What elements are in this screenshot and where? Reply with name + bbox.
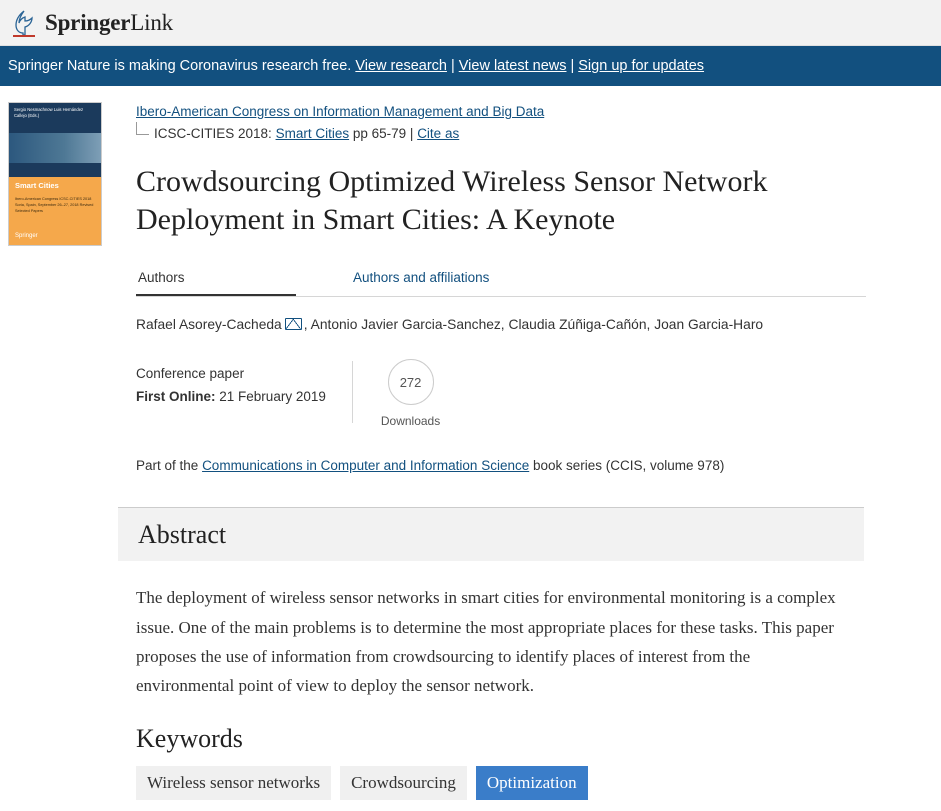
keyword-chip[interactable]: Wireless sensor networks: [136, 766, 331, 800]
breadcrumb-conference-label: ICSC-CITIES 2018:: [154, 125, 272, 141]
keyword-chip-highlighted[interactable]: Optimization: [476, 766, 588, 800]
part-of-suffix: book series (CCIS, volume 978): [533, 458, 725, 474]
abstract-heading: Abstract: [138, 519, 227, 549]
downloads-count: 272: [388, 359, 434, 405]
left-column: [0, 102, 136, 800]
first-online-label: First Online:: [136, 388, 216, 404]
breadcrumb-book-link[interactable]: Smart Cities: [275, 125, 350, 141]
cover-subtitle-text: Ibero-American Congress ICSC-CITIES 2018 Soria, Spain, September 26–27, 2018 Revised Selected Papers: [15, 197, 94, 214]
tab-authors[interactable]: Authors: [136, 264, 296, 296]
first-online-value: 21 February 2019: [219, 388, 326, 404]
author-first-name[interactable]: Rafael Asorey-Cacheda: [136, 316, 282, 332]
banner-text: Springer Nature is making Coronavirus research free.: [8, 58, 352, 74]
abstract-header-bar: [118, 507, 864, 561]
keywords-heading: Keywords: [136, 724, 243, 754]
page-title: Crowdsourcing Optimized Wireless Sensor Network Deployment in Smart Cities: A Keynote: [136, 164, 768, 237]
springer-tree-icon: [10, 8, 38, 38]
banner-separator-2: |: [570, 58, 575, 74]
book-cover-image[interactable]: [8, 102, 102, 246]
authors-list: [136, 315, 881, 336]
breadcrumb-congress-link[interactable]: Ibero-American Congress on Information Management and Big Data: [136, 104, 545, 119]
cover-publisher-name: Springer: [15, 233, 38, 239]
view-latest-news-link[interactable]: View latest news: [458, 58, 567, 74]
abstract-text: The deployment of wireless sensor networks in smart cities for environmental monitoring is a complex issue. One of the main problems is to determine the most appropriate places for these tasks. This paper proposes the use of information from crowdsourcing to identify places of interest from the environmental point of view to deploy the sensor network.: [136, 588, 836, 696]
paper-type: Conference paper: [136, 366, 245, 382]
keyword-chip[interactable]: Crowdsourcing: [340, 766, 467, 800]
logo-wordmark: [45, 10, 173, 36]
paper-meta-block: [136, 359, 881, 428]
part-of-prefix: Part of the: [136, 458, 199, 474]
site-header: [0, 0, 941, 46]
cite-as-link[interactable]: Cite as: [417, 125, 460, 141]
keywords-list: [136, 766, 881, 800]
breadcrumb-separator: |: [409, 125, 414, 141]
coronavirus-banner: [0, 46, 941, 86]
main-content: [136, 102, 941, 800]
breadcrumb-second-line: [136, 124, 881, 145]
logo-link: Link: [130, 9, 173, 35]
banner-separator-1: |: [450, 58, 455, 74]
sign-up-updates-link[interactable]: Sign up for updates: [578, 58, 705, 74]
downloads-metric: [353, 359, 440, 428]
book-series-link[interactable]: Communications in Computer and Information Science: [202, 458, 530, 474]
breadcrumb-tree-icon: [136, 122, 149, 135]
book-series-info: [136, 458, 881, 473]
logo-springer: Springer: [45, 9, 131, 35]
breadcrumb-pages: pp 65-79: [352, 125, 407, 141]
cover-series-title: Smart Cities: [15, 181, 59, 190]
breadcrumb: [136, 102, 881, 145]
downloads-label: Downloads: [380, 414, 441, 429]
paper-meta-text: [136, 359, 352, 408]
cover-skyline-band: [9, 133, 101, 163]
authors-rest: , Antonio Javier Garcia-Sanchez, Claudia Zúñiga-Cañón, Joan Garcia-Haro: [303, 316, 764, 332]
author-tabs: [136, 264, 866, 297]
first-online-row: [136, 386, 326, 408]
view-research-link[interactable]: View research: [355, 58, 447, 74]
cover-editors-text: Sergio Nesmachnow Luis Hernández Callejo (Eds.): [14, 107, 84, 119]
tab-authors-and-affiliations[interactable]: Authors and affiliations: [353, 269, 490, 285]
page-body: [0, 86, 941, 800]
springerlink-logo[interactable]: [10, 8, 173, 38]
envelope-icon[interactable]: [285, 318, 302, 330]
